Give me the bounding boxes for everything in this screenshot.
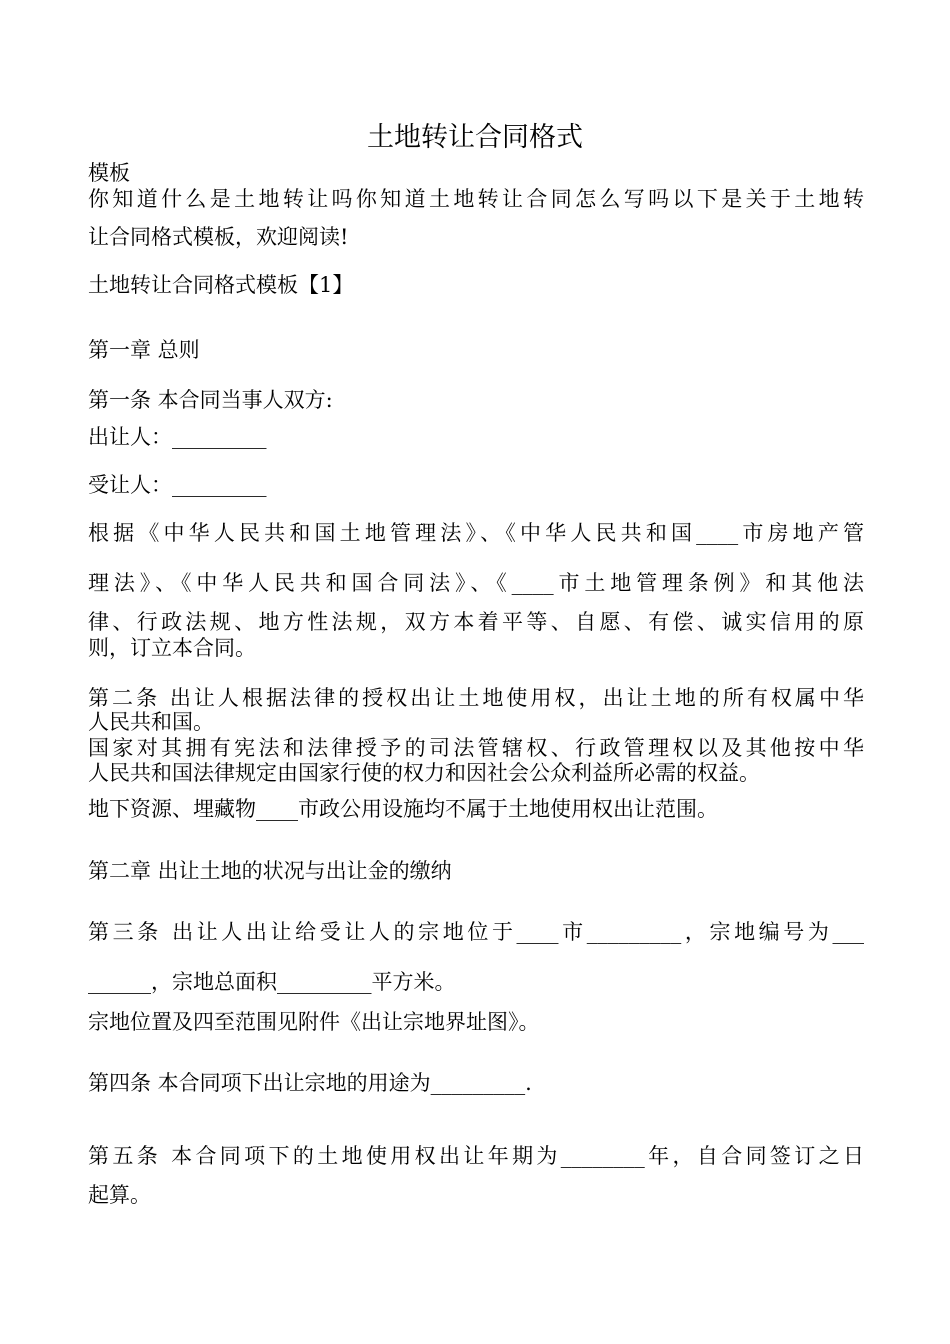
chapter-heading: 第一章 总则 [88,338,200,362]
text-line: 你知道什么是土地转让吗你知道土地转让合同怎么写吗以下是关于土地转 [88,187,864,211]
document-title: 土地转让合同格式 [367,122,583,153]
text-line: 人民共和国。 [88,710,214,734]
chapter-heading: 第二章 出让土地的状况与出让金的缴纳 [88,859,452,883]
text-line: 宗地位置及四至范围见附件《出让宗地界址图》。 [88,1010,540,1034]
text-line: 地下资源、埋藏物____市政公用设施均不属于土地使用权出让范围。 [88,797,718,821]
text-line: 起算。 [88,1183,151,1207]
text-line: 则，订立本合同。 [88,636,256,660]
article-line: 第五条 本合同项下的土地使用权出让年期为________年，自合同签订之日 [88,1144,864,1168]
text-line: 模板 [88,161,130,185]
text-line: 国家对其拥有宪法和法律授予的司法管辖权、行政管理权以及其他按中华 [88,736,864,760]
section-heading: 土地转让合同格式模板【1】 [88,273,354,297]
text-line: 人民共和国法律规定由国家行使的权力和因社会公众利益所必需的权益。 [88,761,760,785]
text-line: 理法》、《中华人民共和国合同法》、《____市土地管理条例》和其他法 [88,571,864,595]
text-line: 根据《中华人民共和国土地管理法》、《中华人民共和国____市房地产管 [88,521,864,545]
article-line: 第三条 出让人出让给受让人的宗地位于____市_________，宗地编号为___ [88,920,864,944]
transferor-field: 出让人：_________ [88,425,267,449]
text-line: 让合同格式模板，欢迎阅读! [88,225,349,249]
article-line: 第二条 出让人根据法律的授权出让土地使用权，出让土地的所有权属中华 [88,686,864,710]
text-line: 律、行政法规、地方性法规，双方本着平等、自愿、有偿、诚实信用的原 [88,610,864,634]
text-line: ______，宗地总面积_________平方米。 [88,970,456,994]
article-line: 第一条 本合同当事人双方: [88,388,333,412]
article-line: 第四条 本合同项下出让宗地的用途为_________. [88,1071,532,1095]
transferee-field: 受让人：_________ [88,473,267,497]
